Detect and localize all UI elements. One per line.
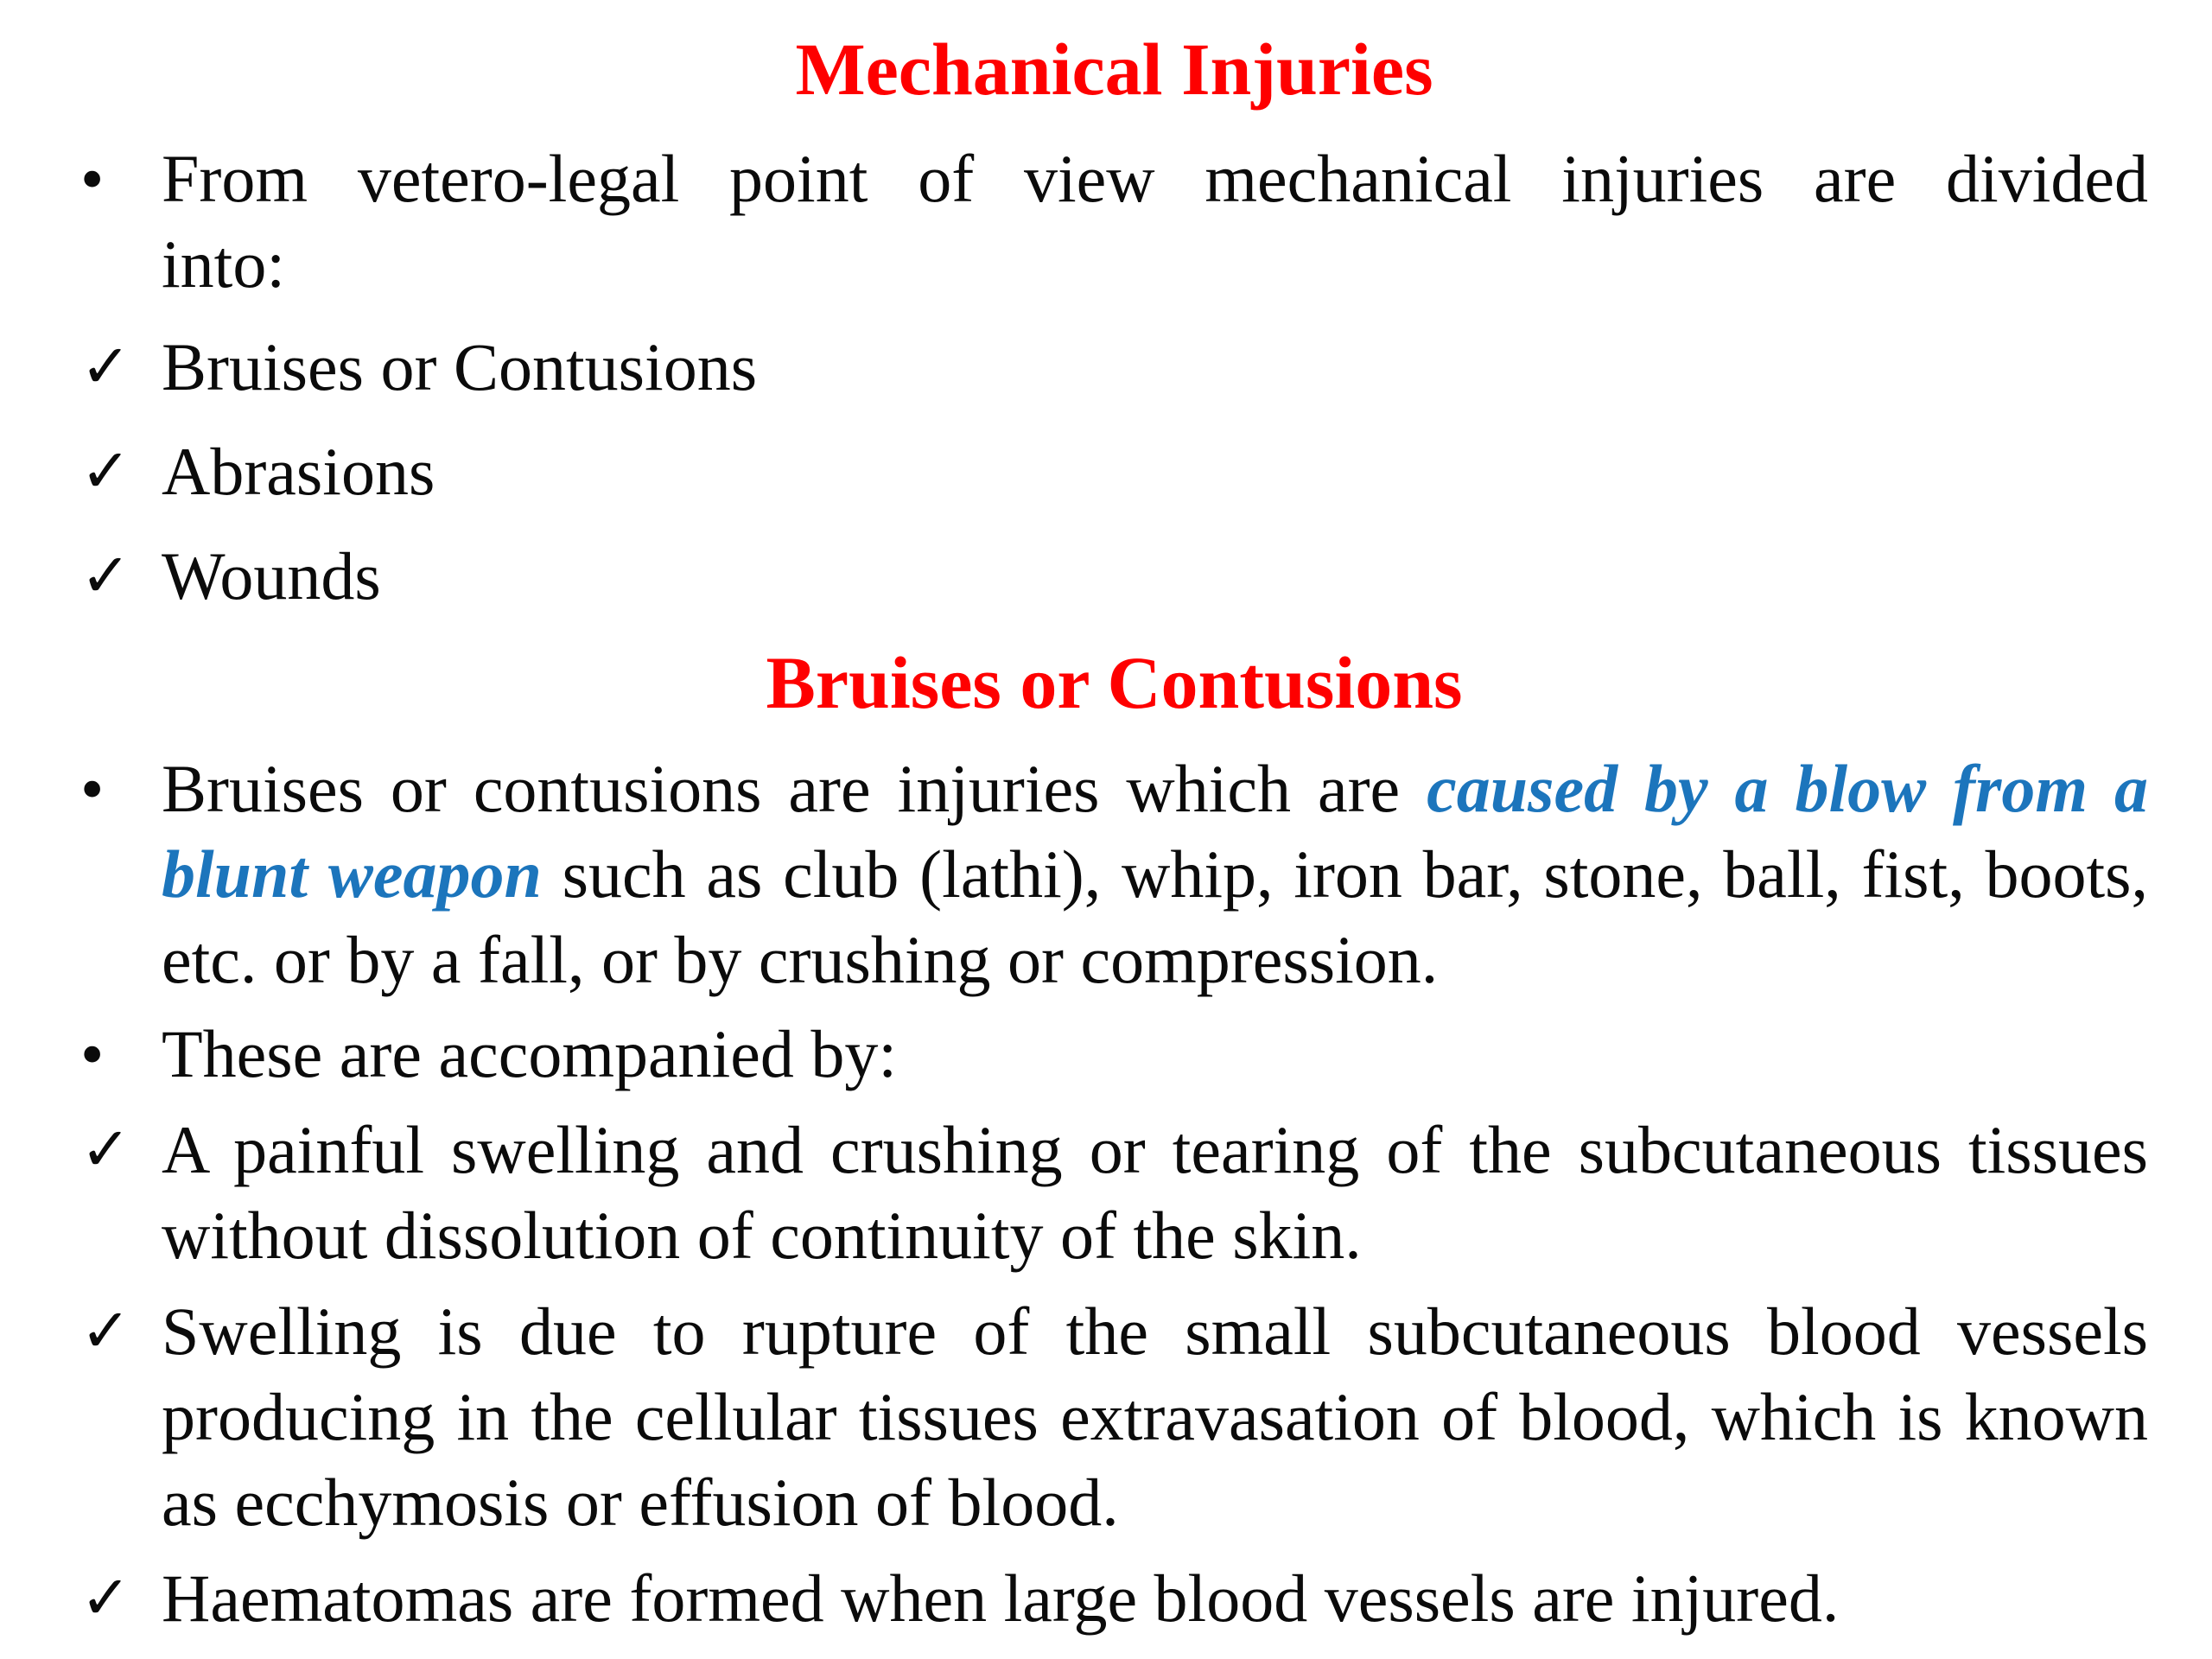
injury-type-item-bruises <box>80 324 2148 410</box>
intro-bullet-item <box>80 136 2148 307</box>
definition-line-1-blue-emphasis: caused by a blow from a <box>1427 751 2148 826</box>
injury-type-label: Abrasions <box>162 434 435 509</box>
finding-line: Haematomas are formed when large blood vessels are injured. <box>162 1560 1840 1636</box>
definition-line-1-black: Bruises or contusions are injuries which are <box>162 751 1427 826</box>
definition-line-1 <box>162 746 2148 831</box>
finding-item-swelling-rupture <box>80 1288 2148 1545</box>
checkmark-icon: ✓ <box>80 435 131 506</box>
finding-line: without dissolution of continuity of the skin. <box>162 1198 1362 1273</box>
finding-line: as ecchymosis or effusion of blood. <box>162 1465 1119 1540</box>
checkmark-icon: ✓ <box>80 540 131 611</box>
finding-text <box>162 1288 2148 1545</box>
injury-type-label: Wounds <box>162 538 381 613</box>
finding-text <box>162 1555 2148 1641</box>
checkmark-icon: ✓ <box>80 331 131 402</box>
finding-line: A painful swelling and crushing or tearing of the subcutaneous tissues <box>162 1112 2148 1187</box>
definition-text <box>162 746 2148 1002</box>
definition-line-2-blue-emphasis: blunt weapon <box>162 836 542 912</box>
slide-title: Mechanical Injuries <box>795 28 1433 111</box>
finding-line: Swelling is due to rupture of the small subcutaneous blood vessels <box>162 1294 2148 1369</box>
bullet-icon: • <box>80 751 105 826</box>
intro-line-2: into: <box>162 226 286 302</box>
injury-type-label: Bruises or Contusions <box>162 329 758 404</box>
bullet-icon: • <box>80 1016 105 1091</box>
bullet-icon: • <box>80 141 105 216</box>
intro-line-1: From vetero-legal point of view mechanical injuries are divided <box>162 141 2148 216</box>
definition-line-3: etc. or by a fall, or by crushing or compression. <box>162 922 1439 997</box>
finding-item-haematomas <box>80 1555 2148 1641</box>
definition-line-2 <box>162 831 2148 917</box>
injury-type-item-abrasions <box>80 429 2148 514</box>
finding-line: producing in the cellular tissues extravasation of blood, which is known <box>162 1379 2148 1454</box>
checkmark-icon: ✓ <box>80 1562 131 1633</box>
injury-type-item-wounds <box>80 533 2148 619</box>
accompanied-bullet-item <box>80 1011 2148 1096</box>
checkmark-icon: ✓ <box>80 1114 131 1185</box>
finding-item-painful-swelling <box>80 1107 2148 1278</box>
checkmark-icon: ✓ <box>80 1295 131 1366</box>
accompanied-text: These are accompanied by: <box>162 1016 898 1091</box>
definition-line-2-black: such as club (lathi), whip, iron bar, stone, ball, fist, boots, <box>541 836 2148 912</box>
section-heading-bruises-or-contusions: Bruises or Contusions <box>766 641 1463 724</box>
definition-bullet-item <box>80 746 2148 1002</box>
finding-text <box>162 1107 2148 1278</box>
intro-text <box>162 136 2148 307</box>
